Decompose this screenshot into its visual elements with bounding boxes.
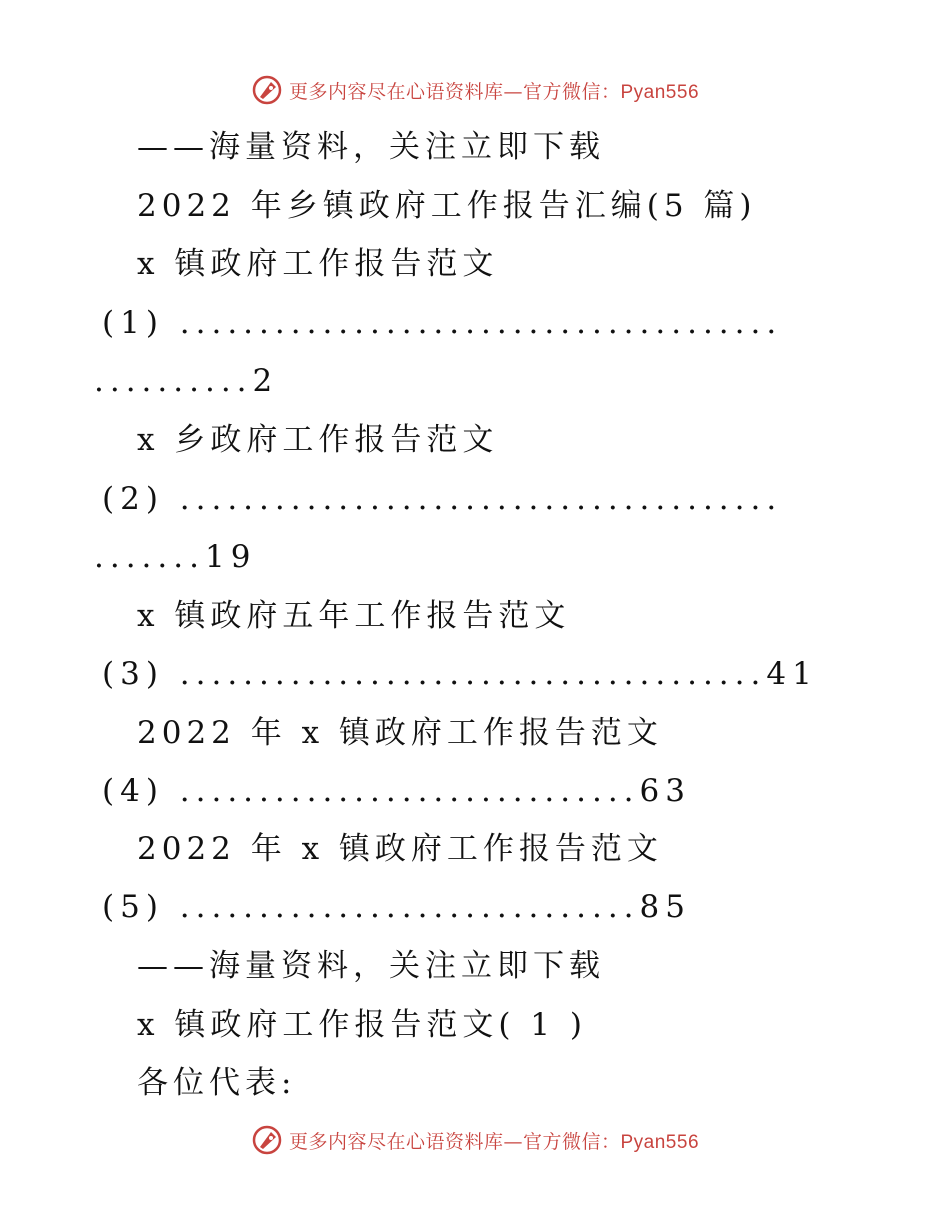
- toc-entry-2-title: x 乡政府工作报告范文: [137, 422, 499, 458]
- toc-entry-2-leader: (2) ......................................: [102, 481, 783, 517]
- toc-entry-1-title: x 镇政府工作报告范文: [137, 246, 499, 282]
- download-notice-top: ——海量资料，关注立即下载: [137, 129, 605, 165]
- toc-entry-3-title: x 镇政府五年工作报告范文: [137, 598, 571, 634]
- pen-nib-logo-icon: [251, 1124, 283, 1156]
- watermark-banner-bottom: [0, 1122, 950, 1158]
- pen-nib-logo-icon: [251, 74, 283, 106]
- section-title: x 镇政府工作报告范文( 1 ): [137, 1007, 587, 1043]
- watermark-text: 更多内容尽在心语资料库—官方微信：Pyan556: [288, 80, 700, 103]
- watermark-text: 更多内容尽在心语资料库—官方微信：Pyan556: [288, 1130, 700, 1153]
- collection-title: 2022 年乡镇政府工作报告汇编(5 篇): [137, 188, 757, 224]
- toc-entry-1-leader: (1) ......................................: [102, 305, 783, 341]
- toc-entry-3-leader: (3) .....................................41: [102, 656, 818, 692]
- toc-entry-4-leader: (4) .............................63: [102, 773, 691, 809]
- toc-entry-5-leader: (5) .............................85: [102, 889, 691, 925]
- watermark-banner-top: [0, 72, 950, 108]
- download-notice-bottom: ——海量资料，关注立即下载: [137, 948, 605, 984]
- toc-entry-1-page: ..........2: [94, 363, 279, 399]
- salutation: 各位代表:: [137, 1065, 297, 1101]
- toc-entry-4-title: 2022 年 x 镇政府工作报告范文: [137, 715, 663, 751]
- toc-entry-5-title: 2022 年 x 镇政府工作报告范文: [137, 831, 663, 867]
- toc-entry-2-page: .......19: [94, 539, 257, 575]
